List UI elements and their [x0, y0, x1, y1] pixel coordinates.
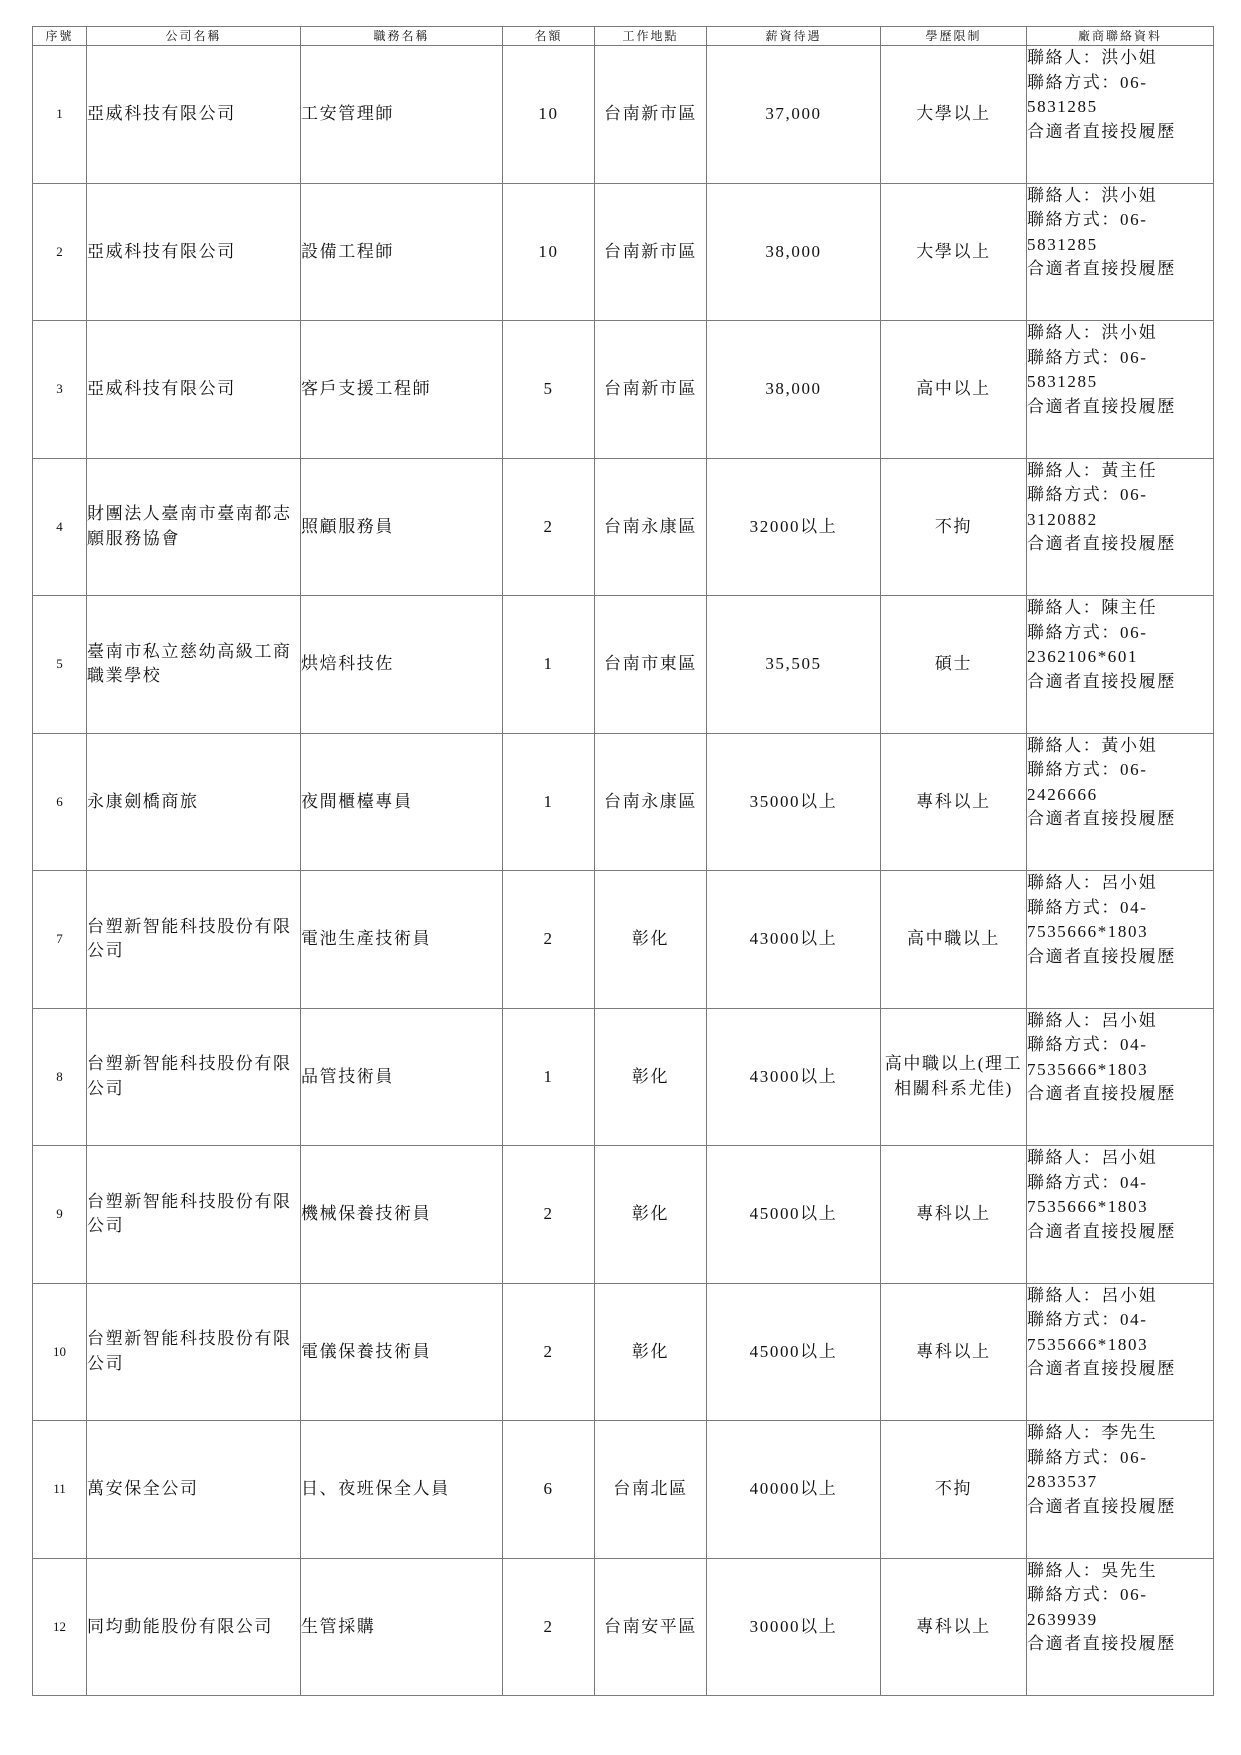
header-education: 學歷限制 — [881, 27, 1027, 46]
cell-seq: 5 — [33, 596, 87, 734]
cell-salary: 45000以上 — [707, 1146, 881, 1284]
cell-education: 不拘 — [881, 1421, 1027, 1559]
cell-location: 台南永康區 — [595, 733, 707, 871]
cell-job: 設備工程師 — [301, 183, 503, 321]
contact-number: 5831285 — [1027, 97, 1098, 116]
cell-location: 台南永康區 — [595, 458, 707, 596]
cell-salary: 40000以上 — [707, 1421, 881, 1559]
header-contact: 廠商聯絡資料 — [1027, 27, 1214, 46]
cell-job: 電儀保養技術員 — [301, 1283, 503, 1421]
contact-note: 合適者直接投履歷 — [1027, 1359, 1176, 1378]
contact-method: 聯絡方式：06- — [1027, 1447, 1148, 1467]
contact-note: 合適者直接投履歷 — [1027, 1496, 1176, 1516]
contact-number: 7535666*1803 — [1027, 1334, 1149, 1354]
cell-company: 永康劍橋商旅 — [87, 733, 301, 871]
contact-number: 2833537 — [1027, 1472, 1098, 1491]
cell-job: 電池生產技術員 — [301, 871, 503, 1009]
cell-education: 專科以上 — [881, 733, 1027, 871]
cell-job: 日、夜班保全人員 — [301, 1421, 503, 1559]
table-row — [33, 1283, 1214, 1421]
cell-job: 生管採購 — [301, 1558, 503, 1696]
cell-education: 高中以上 — [881, 321, 1027, 459]
table-row — [33, 46, 1214, 184]
cell-seq: 9 — [33, 1146, 87, 1284]
cell-seq: 6 — [33, 733, 87, 871]
header-location: 工作地點 — [595, 27, 707, 46]
header-company: 公司名稱 — [87, 27, 301, 46]
contact-number: 7535666*1803 — [1027, 1059, 1149, 1079]
contact-note: 合適者直接投履歷 — [1027, 259, 1176, 278]
table-row — [33, 458, 1214, 596]
cell-education: 專科以上 — [881, 1558, 1027, 1696]
cell-contact — [1027, 1558, 1214, 1696]
cell-salary: 30000以上 — [707, 1558, 881, 1696]
contact-method: 聯絡方式：04- — [1027, 1172, 1148, 1192]
cell-job: 品管技術員 — [301, 1008, 503, 1146]
cell-openings: 10 — [503, 183, 595, 321]
table-row — [33, 1558, 1214, 1696]
job-listings-table — [32, 26, 1214, 1696]
table-row — [33, 733, 1214, 871]
cell-location: 台南新市區 — [595, 46, 707, 184]
contact-person: 聯絡人：呂小姐 — [1027, 1010, 1158, 1030]
cell-company: 亞威科技有限公司 — [87, 183, 301, 321]
cell-company: 台塑新智能科技股份有限公司 — [87, 871, 301, 1009]
cell-location: 彰化 — [595, 1146, 707, 1284]
cell-openings: 2 — [503, 1558, 595, 1696]
cell-location: 台南安平區 — [595, 1558, 707, 1696]
cell-seq: 3 — [33, 321, 87, 459]
cell-location: 台南北區 — [595, 1421, 707, 1559]
contact-method: 聯絡方式：06- — [1027, 1585, 1148, 1604]
cell-salary: 35,505 — [707, 596, 881, 734]
cell-openings: 1 — [503, 1008, 595, 1146]
table-row — [33, 183, 1214, 321]
cell-openings: 1 — [503, 596, 595, 734]
contact-note: 合適者直接投履歷 — [1027, 809, 1176, 828]
cell-openings: 2 — [503, 458, 595, 596]
cell-job: 客戶支援工程師 — [301, 321, 503, 459]
contact-person: 聯絡人：李先生 — [1027, 1423, 1158, 1442]
cell-seq: 12 — [33, 1558, 87, 1696]
cell-salary: 43000以上 — [707, 871, 881, 1009]
contact-person: 聯絡人：呂小姐 — [1027, 873, 1158, 892]
contact-note: 合適者直接投履歷 — [1027, 671, 1176, 691]
contact-method: 聯絡方式：06- — [1027, 72, 1148, 92]
cell-seq: 7 — [33, 871, 87, 1009]
contact-note: 合適者直接投履歷 — [1027, 396, 1176, 416]
cell-location: 彰化 — [595, 1283, 707, 1421]
cell-contact — [1027, 596, 1214, 734]
cell-job: 機械保養技術員 — [301, 1146, 503, 1284]
cell-company: 亞威科技有限公司 — [87, 46, 301, 184]
cell-contact — [1027, 1421, 1214, 1559]
cell-openings: 6 — [503, 1421, 595, 1559]
cell-location: 台南新市區 — [595, 183, 707, 321]
cell-salary: 35000以上 — [707, 733, 881, 871]
cell-company: 同均動能股份有限公司 — [87, 1558, 301, 1696]
cell-location: 彰化 — [595, 1008, 707, 1146]
contact-number: 5831285 — [1027, 372, 1098, 391]
contact-note: 合適者直接投履歷 — [1027, 121, 1176, 141]
contact-method: 聯絡方式：06- — [1027, 347, 1148, 367]
contact-note: 合適者直接投履歷 — [1027, 946, 1176, 966]
contact-number: 7535666*1803 — [1027, 1197, 1149, 1216]
cell-seq: 2 — [33, 183, 87, 321]
contact-person: 聯絡人：洪小姐 — [1027, 48, 1158, 67]
contact-person: 聯絡人：洪小姐 — [1027, 323, 1158, 342]
cell-education: 專科以上 — [881, 1146, 1027, 1284]
cell-education: 碩士 — [881, 596, 1027, 734]
cell-salary: 43000以上 — [707, 1008, 881, 1146]
table-row — [33, 1146, 1214, 1284]
contact-person: 聯絡人：洪小姐 — [1027, 185, 1158, 205]
cell-contact — [1027, 321, 1214, 459]
cell-contact — [1027, 458, 1214, 596]
contact-method: 聯絡方式：04- — [1027, 897, 1148, 917]
contact-person: 聯絡人：黃主任 — [1027, 460, 1158, 480]
contact-person: 聯絡人：吳先生 — [1027, 1560, 1158, 1580]
cell-company: 萬安保全公司 — [87, 1421, 301, 1559]
table-header-row — [33, 27, 1214, 46]
contact-method: 聯絡方式：06- — [1027, 760, 1148, 779]
table-row — [33, 596, 1214, 734]
cell-education: 大學以上 — [881, 46, 1027, 184]
cell-openings: 1 — [503, 733, 595, 871]
header-salary: 薪資待遇 — [707, 27, 881, 46]
contact-person: 聯絡人：呂小姐 — [1027, 1148, 1158, 1167]
header-openings: 名額 — [503, 27, 595, 46]
cell-education: 高中職以上(理工相關科系尤佳) — [881, 1008, 1027, 1146]
table-row — [33, 321, 1214, 459]
cell-salary: 37,000 — [707, 46, 881, 184]
cell-location: 彰化 — [595, 871, 707, 1009]
cell-company: 財團法人臺南市臺南都志願服務協會 — [87, 458, 301, 596]
cell-company: 台塑新智能科技股份有限公司 — [87, 1283, 301, 1421]
contact-number: 7535666*1803 — [1027, 922, 1149, 941]
cell-salary: 45000以上 — [707, 1283, 881, 1421]
cell-company: 台塑新智能科技股份有限公司 — [87, 1008, 301, 1146]
cell-openings: 2 — [503, 1283, 595, 1421]
cell-education: 不拘 — [881, 458, 1027, 596]
cell-seq: 8 — [33, 1008, 87, 1146]
header-seq: 序號 — [33, 27, 87, 46]
contact-number: 5831285 — [1027, 234, 1098, 254]
cell-education: 高中職以上 — [881, 871, 1027, 1009]
cell-location: 台南市東區 — [595, 596, 707, 734]
cell-salary: 32000以上 — [707, 458, 881, 596]
cell-job: 工安管理師 — [301, 46, 503, 184]
cell-job: 夜間櫃檯專員 — [301, 733, 503, 871]
cell-contact — [1027, 1008, 1214, 1146]
contact-note: 合適者直接投履歷 — [1027, 1084, 1176, 1103]
cell-seq: 11 — [33, 1421, 87, 1559]
contact-number: 3120882 — [1027, 509, 1098, 529]
cell-openings: 5 — [503, 321, 595, 459]
cell-seq: 4 — [33, 458, 87, 596]
cell-openings: 2 — [503, 871, 595, 1009]
contact-person: 聯絡人：陳主任 — [1027, 598, 1158, 617]
cell-job: 照顧服務員 — [301, 458, 503, 596]
table-row — [33, 871, 1214, 1009]
contact-note: 合適者直接投履歷 — [1027, 534, 1176, 553]
cell-salary: 38,000 — [707, 183, 881, 321]
contact-person: 聯絡人：呂小姐 — [1027, 1285, 1158, 1305]
cell-openings: 10 — [503, 46, 595, 184]
cell-company: 亞威科技有限公司 — [87, 321, 301, 459]
contact-note: 合適者直接投履歷 — [1027, 1634, 1176, 1653]
cell-openings: 2 — [503, 1146, 595, 1284]
contact-method: 聯絡方式：06- — [1027, 210, 1148, 229]
contact-method: 聯絡方式：06- — [1027, 485, 1148, 504]
cell-salary: 38,000 — [707, 321, 881, 459]
contact-number: 2362106*601 — [1027, 647, 1139, 666]
contact-number: 2426666 — [1027, 784, 1098, 804]
contact-method: 聯絡方式：04- — [1027, 1310, 1148, 1329]
contact-method: 聯絡方式：06- — [1027, 622, 1148, 642]
cell-seq: 10 — [33, 1283, 87, 1421]
cell-education: 專科以上 — [881, 1283, 1027, 1421]
contact-number: 2639939 — [1027, 1609, 1098, 1629]
cell-location: 台南新市區 — [595, 321, 707, 459]
cell-contact — [1027, 183, 1214, 321]
header-job: 職務名稱 — [301, 27, 503, 46]
contact-method: 聯絡方式：04- — [1027, 1035, 1148, 1054]
cell-seq: 1 — [33, 46, 87, 184]
cell-contact — [1027, 1146, 1214, 1284]
contact-note: 合適者直接投履歷 — [1027, 1221, 1176, 1241]
contact-person: 聯絡人：黃小姐 — [1027, 735, 1158, 755]
cell-education: 大學以上 — [881, 183, 1027, 321]
cell-contact — [1027, 733, 1214, 871]
cell-company: 台塑新智能科技股份有限公司 — [87, 1146, 301, 1284]
cell-contact — [1027, 871, 1214, 1009]
table-row — [33, 1008, 1214, 1146]
cell-contact — [1027, 1283, 1214, 1421]
cell-contact — [1027, 46, 1214, 184]
cell-job: 烘焙科技佐 — [301, 596, 503, 734]
table-row — [33, 1421, 1214, 1559]
cell-company: 臺南市私立慈幼高級工商職業學校 — [87, 596, 301, 734]
